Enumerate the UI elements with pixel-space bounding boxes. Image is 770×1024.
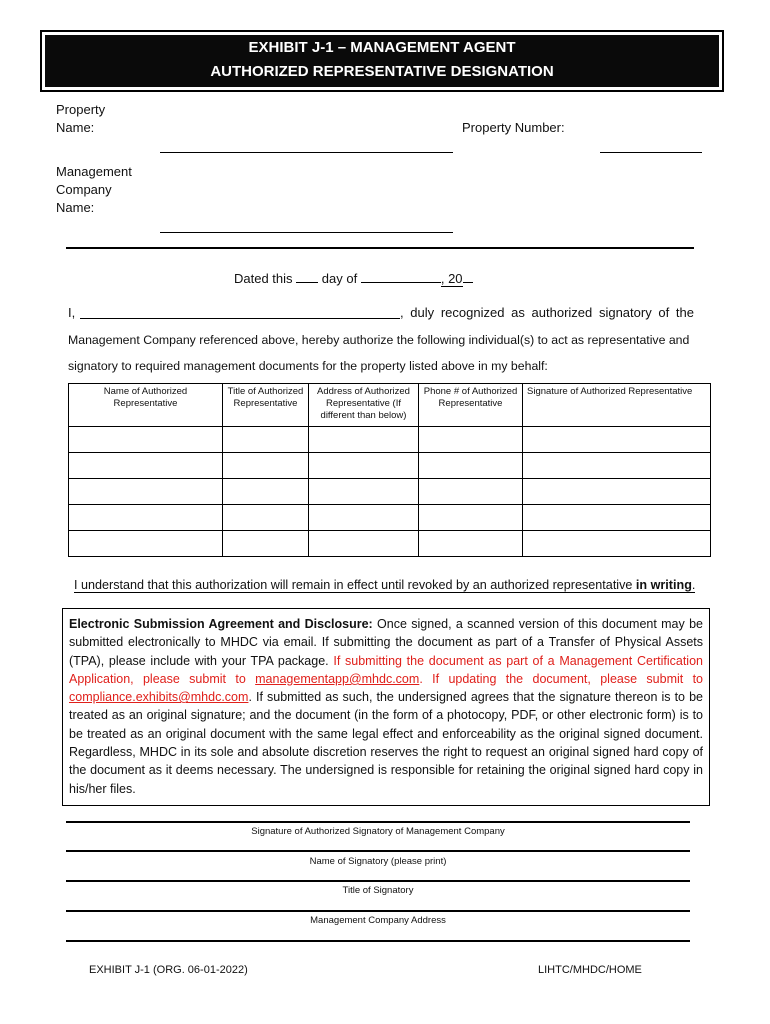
dated-line [234, 271, 473, 286]
table-cell[interactable] [309, 453, 419, 479]
company-address-caption: Management Company Address [310, 915, 446, 926]
table-cell[interactable] [419, 531, 523, 557]
month-field[interactable] [361, 272, 441, 283]
property-name-label [56, 101, 105, 137]
statement-line2: Management Company referenced above, hereby authorize the following individual(s) to act as representative and [68, 333, 690, 347]
table-cell[interactable] [523, 505, 711, 531]
col-phone-header: Phone # of Authorized Representative [419, 384, 523, 427]
understand-statement [74, 578, 695, 593]
electronic-submission-agreement [62, 608, 710, 806]
dated-day-label: day of [321, 271, 358, 286]
address-line-2[interactable] [66, 940, 690, 942]
col-address-header: Address of Authorized Representative (If different than below) [309, 384, 419, 427]
understand-end: . [691, 578, 696, 592]
signature-line[interactable] [66, 821, 690, 823]
company-address-line[interactable] [66, 910, 690, 912]
understand-bold: in writing [635, 578, 692, 592]
table-cell[interactable] [523, 427, 711, 453]
header-box [40, 30, 724, 92]
signatory-name-line[interactable] [66, 850, 690, 852]
dated-prefix: Dated this [234, 271, 293, 286]
footer-program: LIHTC/MHDC/HOME [538, 964, 642, 976]
table-cell[interactable] [223, 479, 309, 505]
table-cell[interactable] [69, 479, 223, 505]
table-row [69, 505, 711, 531]
agreement-text-1: Once signed, a scanned version of this document may be submitted electronically to MHDC via email. If submitting the document as part of a Transfer of Physical Assets (TPA), please include with your TPA package. [69, 617, 703, 668]
col-signature-header: Signature of Authorized Representative [523, 384, 711, 427]
property-number-field[interactable] [600, 152, 702, 153]
table-cell[interactable] [309, 427, 419, 453]
table-header-row [69, 384, 711, 427]
table-row [69, 479, 711, 505]
agreement-red-text-2: . If updating the document, please submit to [419, 671, 704, 686]
table-cell[interactable] [223, 531, 309, 557]
table-cell[interactable] [419, 479, 523, 505]
management-company-label-line1: Management [56, 164, 132, 179]
table-cell[interactable] [309, 479, 419, 505]
table-cell[interactable] [223, 505, 309, 531]
table-cell[interactable] [523, 453, 711, 479]
table-cell[interactable] [223, 427, 309, 453]
compliance-email-link[interactable]: compliance.exhibits@mhdc.com [69, 690, 249, 705]
table-cell[interactable] [419, 427, 523, 453]
header-subtitle: AUTHORIZED REPRESENTATIVE DESIGNATION [210, 63, 554, 80]
statement-i: I, [68, 305, 76, 320]
year-field[interactable] [463, 272, 473, 283]
table-row [69, 453, 711, 479]
signatory-title-caption: Title of Signatory [342, 885, 414, 896]
table-cell[interactable] [309, 505, 419, 531]
property-name-field[interactable] [160, 152, 453, 153]
management-company-label-line3: Name: [56, 200, 95, 215]
management-email-link[interactable]: managementapp@mhdc.com [255, 671, 420, 686]
table-row [69, 531, 711, 557]
table-cell[interactable] [223, 453, 309, 479]
day-field[interactable] [296, 272, 318, 283]
signature-caption: Signature of Authorized Signatory of Management Company [251, 826, 505, 837]
table-cell[interactable] [69, 531, 223, 557]
table-cell[interactable] [523, 531, 711, 557]
agreement-red-text-1: If submitting the document as part of a Management Certification Application, please submit to [69, 653, 703, 686]
table-cell[interactable] [419, 505, 523, 531]
management-company-label-line2: Company [56, 182, 112, 197]
section-divider [66, 247, 694, 249]
table-row [69, 427, 711, 453]
signatory-name-field[interactable] [80, 318, 400, 319]
management-company-label [56, 163, 132, 217]
table-cell[interactable] [419, 453, 523, 479]
signatory-title-line[interactable] [66, 880, 690, 882]
understand-text: I understand that this authorization will remain in effect until revoked by an authorized representative [74, 578, 633, 592]
property-name-label-line1: Property [56, 102, 106, 117]
dated-year-label: , 20 [440, 271, 463, 286]
table-cell[interactable] [69, 453, 223, 479]
representatives-table [68, 383, 711, 557]
header-title: EXHIBIT J-1 – MANAGEMENT AGENT [248, 39, 516, 56]
signatory-name-caption: Name of Signatory (please print) [309, 856, 447, 867]
col-title-header: Title of Authorized Representative [223, 384, 309, 427]
col-name-header: Name of Authorized Representative [69, 384, 223, 427]
header-banner [45, 35, 719, 87]
footer-form-id: EXHIBIT J-1 (ORG. 06-01-2022) [89, 964, 248, 976]
agreement-title: Electronic Submission Agreement and Disclosure: [69, 617, 373, 631]
table-cell[interactable] [69, 505, 223, 531]
agreement-text-2: . If submitted as such, the undersigned agrees that the signature thereon is to be treated as an original signature; and the document (in the form of a photocopy, PDF, or other electronic form) is to be treated as an original document with the same legal effect and enforceability as the original signed document. Regardless, MHDC in its sole and absolute discretion reserves the right to request an original signed hard copy of the document as it deems necessary. The undersigned is responsible for retaining the original signed hard copy in his/her files. [69, 690, 703, 796]
statement-line3: signatory to required management documents for the property listed above in my behalf: [68, 359, 548, 373]
statement-line1: , duly recognized as authorized signatory of the [400, 305, 694, 320]
management-company-field[interactable] [160, 232, 453, 233]
table-cell[interactable] [523, 479, 711, 505]
table-cell[interactable] [69, 427, 223, 453]
property-name-label-line2: Name: [56, 120, 95, 135]
table-cell[interactable] [309, 531, 419, 557]
property-number-label: Property Number: [462, 120, 565, 135]
